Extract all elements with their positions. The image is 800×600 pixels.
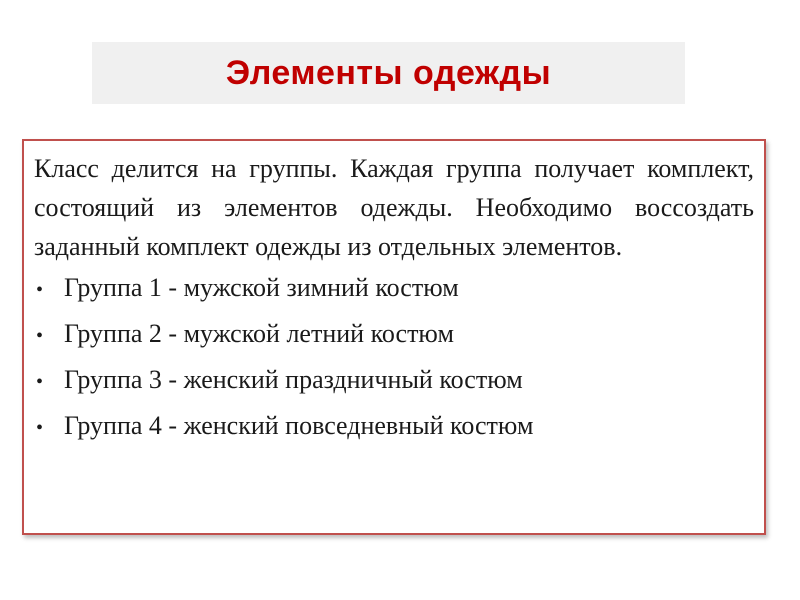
list-item-text: Группа 3 - женский праздничный костюм — [64, 365, 523, 394]
list-item-text: Группа 1 - мужской зимний костюм — [64, 273, 459, 302]
list-item — [34, 404, 754, 450]
bullet-icon: • — [36, 279, 44, 301]
bullet-icon: • — [36, 371, 44, 393]
list-item-text: Группа 4 - женский повседневный костюм — [64, 411, 534, 440]
slide-title: Элементы одежды — [225, 53, 552, 92]
bullet-icon: • — [36, 325, 44, 347]
list-item — [34, 358, 754, 404]
content-box — [22, 139, 766, 535]
list-item-text: Группа 2 - мужской летний костюм — [64, 319, 454, 348]
list-item — [34, 266, 754, 312]
task-description: Класс делится на группы. Каждая группа получает комплект, состоящий из элементов одежды. Необходимо воссоздать заданный комплект одежды из отдельных элементов. — [34, 154, 754, 261]
bullet-icon: • — [36, 417, 44, 439]
list-item — [34, 312, 754, 358]
title-bar — [92, 42, 685, 104]
group-list — [34, 266, 754, 450]
